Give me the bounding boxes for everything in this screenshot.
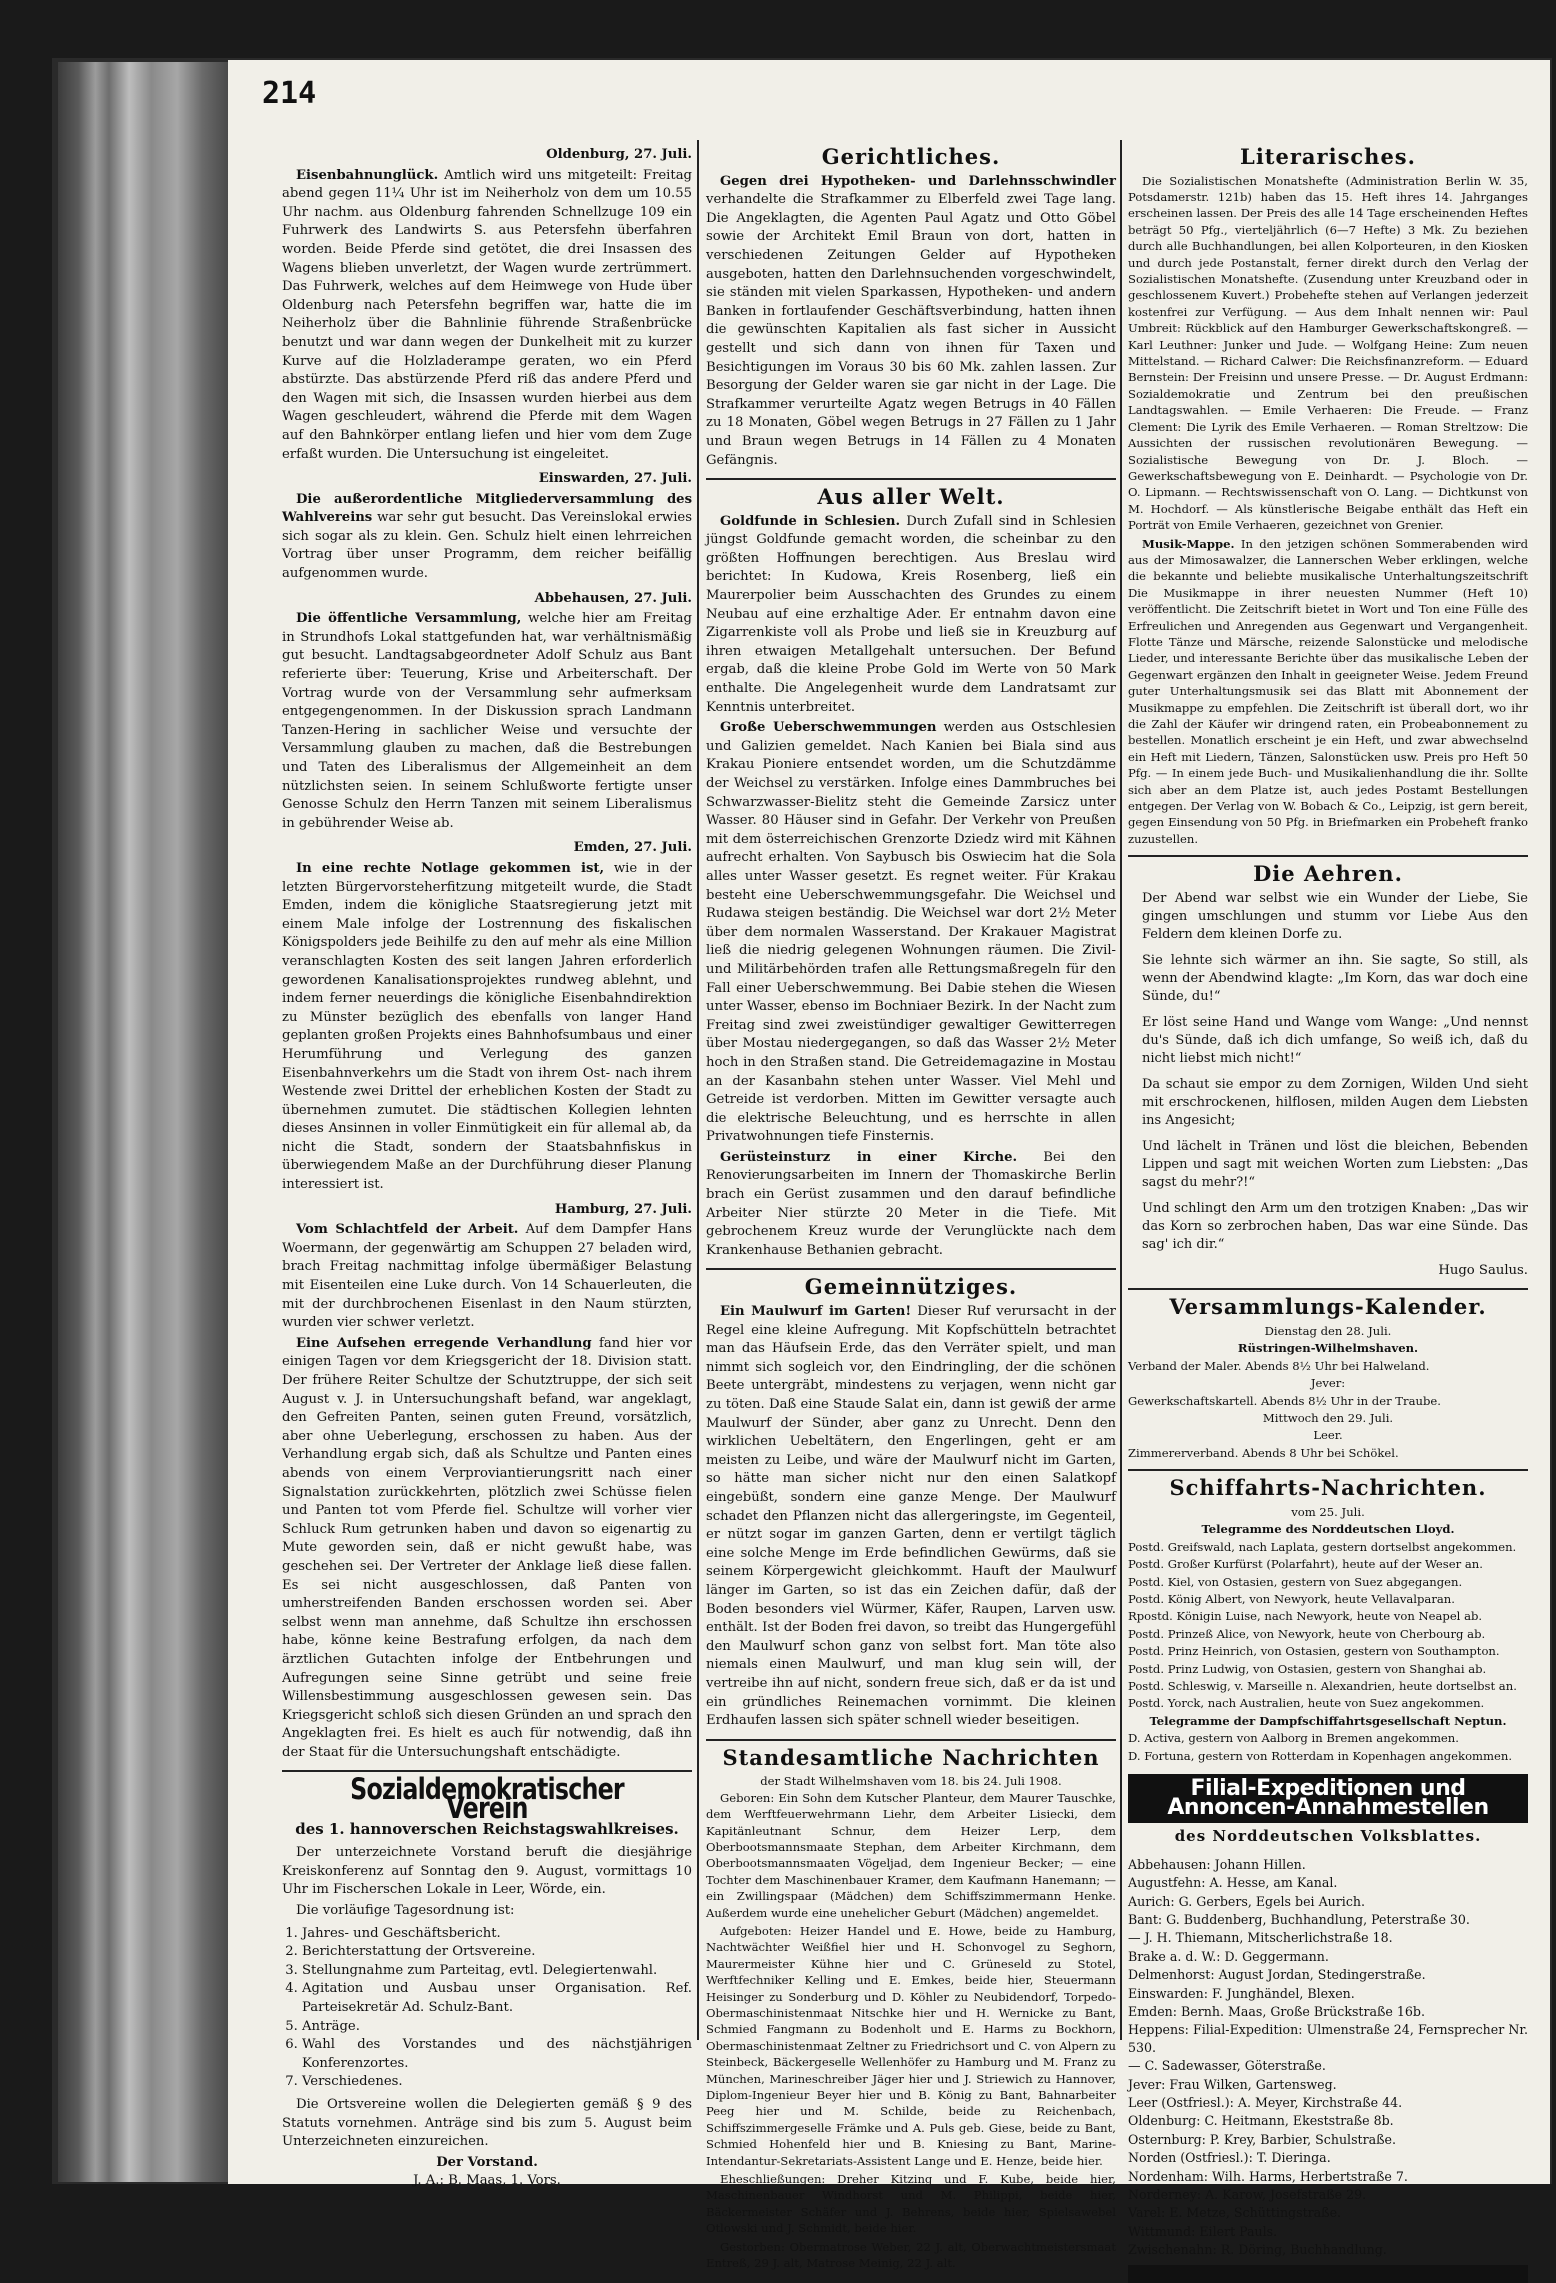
marriages-list: Eheschließungen: Dreher Kitzing und F. Kube, beide hier, Maschinenbauer Windhorst und M. Philippi, beide hier, Bäckermeister Schäfer und J. Behrens, beide hier, Spielsawebel Otlowski und J. Schmidt, beide hier. bbox=[706, 2172, 1116, 2236]
section-rule bbox=[1128, 1288, 1528, 1290]
article bbox=[282, 1221, 692, 1333]
section-title: Literarisches. bbox=[1240, 144, 1416, 169]
article bbox=[282, 167, 692, 465]
article bbox=[282, 860, 692, 1195]
shipping-subtitle: Telegramme des Norddeutschen Lloyd. bbox=[1201, 1522, 1455, 1537]
filial-entry: Aurich: G. Gerbers, Egels bei Aurich. bbox=[1128, 1893, 1365, 1909]
filial-entry: Nordenham: Wilh. Harms, Herbertstraße 7. bbox=[1128, 2168, 1408, 2184]
article-headline: Musik-Mappe. bbox=[1142, 536, 1235, 551]
article-body: welche hier am Freitag in Strundhofs Lokal stattgefunden hat, war verhältnismäßig gut besucht. Landtagsabgeordneter Adolf Schulz aus Bant referierte über: Teuerung, Krise und Arbeiterschaft. Der Vortrag wurde von der Versammlung sehr aufmerksam entgegengenommen. In der Diskussion sprach Landmann Tanzen-Hering in sachlicher Weise und versuchte der Versammlung glauben zu machen, daß die Bestrebungen und Taten des Liberalismus der Allgemeinheit an dem nützlichsten seien. In seinem Schlußworte fertigte unser Genosse Schulz den Herrn Tanzen mit seinem Liberalismus in gebührender Weise ab. bbox=[282, 611, 692, 831]
article bbox=[282, 1335, 692, 1763]
poem-stanza: Der Abend war selbst wie ein Wunder der Liebe, Sie gingen umschlungen und stumm vor Liebe Aus den Feldern dem kleinen Dorfe zu. bbox=[1142, 890, 1528, 942]
filial-entry: Leer (Ostfriesl.): A. Meyer, Kirchstraße 44. bbox=[1128, 2095, 1403, 2111]
article bbox=[282, 610, 692, 833]
calendar-list bbox=[1128, 1323, 1528, 1461]
calendar-line: Rüstringen-Wilhelmshaven. bbox=[1237, 1341, 1419, 1356]
article-body: war sehr gut besucht. Das Vereinslokal erwies sich sogar als zu klein. Gen. Schulz hielt einen lehrreichen Vortrag über unser Programm, dem reicher beifällig aufgenommen wurde. bbox=[282, 510, 692, 582]
article-body: Dieser Ruf verursacht in der Regel eine kleine Aufregung. Mit Kopfschütteln betrachtet man das Häufsein Erde, das den Verräter spielt, und man nimmt sich sogleich vor, den Eindringling, der die schönen Beete untergräbt, mindestens zu verjagen, wenn nicht gar zu töten. Daß eine Staude Salat ein, dann ist gewiß der arme Maulwurf der Sünder, aber ganz zu Unrecht. Denn den wirklichen Uebeltätern, den Engerlingen, geht er am meisten zu Leibe, und wäre der Maulwurf nicht im Garten, so hätte man sicher nicht nur den einen Salatkopf eingebüßt, sondern eine ganze Menge. Der Maulwurf schadet den Pflanzen nicht das allergeringste, im Gegenteil, er nützt sogar im ganzen Garten, denn er vertilgt täglich eine solche Menge im Erde befindlichen Gewürms, daß sie seinem Körpergewicht gleichkommt. Hauft der Maulwurf länger im Garten, so ist das ein Zeichen dafür, daß der Boden besonders viel Würmer, Käfer, Raupen, Larven usw. enthält. Ist der Boden frei davon, so treibt das Hungergefühl den Maulwurf schon ganz von selbst fort. Man töte also niemals einen Maulwurf, und man klug sein will, der vertreibe ihn auf nicht, sondern freue sich, daß er da ist und ein gründliches Reinemachen vornimmt. Die kleinen Erdhaufen lassen sich später schnell wieder beseitigen. bbox=[706, 1304, 1116, 1729]
article-headline: Ein Maulwurf im Garten! bbox=[720, 1304, 912, 1320]
filial-entry: Jever: Frau Wilken, Gartensweg. bbox=[1128, 2076, 1337, 2092]
section-rule bbox=[706, 1739, 1116, 1741]
ad-subtitle: des 1. hannoverschen Reichstagswahlkreises. bbox=[295, 1819, 679, 1838]
article-body: Durch Zufall sind in Schlesien jüngst Goldfunde gemacht worden, die scheinbar zu den größten Hoffnungen berechtigen. Aus Breslau wird berichtet: In Kudowa, Kreis Rosenberg, ließ ein Maurerpolier beim Ausschachten des Grundes zu einem Neubau auf eine erzhaltige Ader. Er entnahm davon eine Zigarrenkiste voll als Probe und ließ sie in Kreuzburg auf ihren etwaigen Metallgehalt untersuchen. Der Befund ergab, daß die kleine Probe Gold im Werte von 50 Mark enthalte. Die Angelegenheit wurde dem Landratsamt zur Kenntnis unterbreitet. bbox=[706, 513, 1117, 715]
filial-entry: Osternburg: P. Krey, Barbier, Schulstraße. bbox=[1128, 2131, 1397, 2147]
article-headline: Gerüsteinsturz in einer Kirche. bbox=[720, 1149, 1018, 1165]
agenda-item: 4. Agitation und Ausbau unser Organisation. Ref. Parteisekretär Ad. Schulz-Bant. bbox=[302, 1980, 692, 2017]
shipping-line: Postd. König Albert, von Newyork, heute Vellavalparan. bbox=[1128, 1591, 1455, 1606]
section-title: Gerichtliches. bbox=[821, 144, 1001, 169]
ad-note: Die Ortsvereine wollen die Delegierten gemäß § 9 des Statuts vornehmen. Anträge sind bis zum 5. August beim Unterzeichneten einzureichen. bbox=[282, 2096, 692, 2150]
article-headline: In eine rechte Notlage gekommen ist, bbox=[296, 860, 605, 876]
shipping-line: D. Activa, gestern von Aalborg in Bremen angekommen. bbox=[1128, 1731, 1459, 1746]
filial-entry: Zwischenahn: R. Döring, Buchhandlung. bbox=[1128, 2242, 1387, 2258]
section-title: Standesamtliche Nachrichten bbox=[722, 1744, 1100, 1770]
dateline: Hamburg, 27. Juli. bbox=[554, 1201, 692, 1217]
section-title: Schiffahrts-Nachrichten. bbox=[1169, 1475, 1487, 1501]
article-headline: Große Ueberschwemmungen bbox=[720, 720, 937, 736]
column-divider bbox=[1120, 140, 1122, 2040]
calendar-line: Zimmererverband. Abends 8 Uhr bei Schökel. bbox=[1128, 1445, 1399, 1460]
filial-list bbox=[1128, 1856, 1528, 2259]
article-body: Auf dem Dampfer Hans Woermann, der gegenwärtig am Schuppen 27 beladen wird, brach Freitag nachmittag infolge übermäßiger Belastung mit Eisenteilen eine Luke durch. Von 14 Schauerleuten, die mit der durchbrochenen Eisenlast in den Naum stürzten, wurden vier schwer verletzt. bbox=[282, 1222, 692, 1331]
filial-bottom-bar bbox=[1128, 2265, 1528, 2283]
column-divider bbox=[697, 140, 699, 2040]
shipping-line: Postd. Yorck, nach Australien, heute von Suez angekommen. bbox=[1128, 1696, 1485, 1711]
poem-stanza: Sie lehnte sich wärmer an ihn. Sie sagte, So still, als wenn der Abendwind klagte: „Im Korn, das war doch eine Sünde, du!“ bbox=[1142, 952, 1528, 1004]
filial-subtitle: des Norddeutschen Volksblattes. bbox=[1174, 1827, 1482, 1846]
section-subtitle: der Stadt Wilhelmshaven vom 18. bis 24. Juli 1908. bbox=[760, 1774, 1062, 1789]
article bbox=[706, 1149, 1116, 1261]
filial-entry: Abbehausen: Johann Hillen. bbox=[1128, 1856, 1306, 1872]
ad-signature-name: J. A.: B. Maas, 1. Vors. bbox=[413, 2173, 561, 2189]
calendar-line: Jever: bbox=[1310, 1376, 1346, 1391]
filial-entry: — J. H. Thiemann, Mitscherlichstraße 18. bbox=[1128, 1930, 1393, 1946]
article-body: wie in der letzten Bürgervorsteherfitzung mitgeteilt wurde, die Stadt Emden, indem die königliche Staatsregierung jetzt mit einem Male infolge der Lostrennung des fiskalischen Königspolders jede Beihilfe zu den auf mehr als eine Million veranschlagten Kosten des seit langen Jahren erforderlich gewordenen Kanalisationsprojektes rundweg ablehnt, und indem ferner neuerdings die königliche Eisenbahndirektion zu Münster bezüglich des ebenfalls von langer Hand geplanten großen Projekts eines Bahnhofsumbaus und einer Herumführung und Verlegung des ganzen Eisenbahnverkehrs um die Stadt von ihrem Ost- nach ihrem Westende zwei Drittel der erheblichen Kosten der Stadt zu übernehmen zumutet. Die städtischen Kollegien lehnten dieses Ansinnen in voller Einmütigkeit ein für allemal ab, da nicht die Stadt, sondern der Staatsbahnfiskus in überwiegendem Maße an der Durchführung dieser Planung interessiert ist. bbox=[282, 860, 692, 1193]
page-number: 214 bbox=[262, 76, 317, 111]
calendar-line: Dienstag den 28. Juli. bbox=[1264, 1324, 1392, 1339]
dateline: Abbehausen, 27. Juli. bbox=[534, 590, 692, 606]
section-rule bbox=[706, 478, 1116, 480]
article-headline: Vom Schlachtfeld der Arbeit. bbox=[296, 1222, 519, 1238]
dateline: Emden, 27. Juli. bbox=[573, 840, 692, 856]
section-rule bbox=[706, 1268, 1116, 1270]
shipping-date: vom 25. Juli. bbox=[1291, 1504, 1365, 1519]
shipping-line: Postd. Prinz Heinrich, von Ostasien, gestern von Southampton. bbox=[1128, 1644, 1500, 1659]
banns-list: Aufgeboten: Heizer Handel und E. Howe, beide zu Hamburg, Nachtwächter Weißfiel hier und H. Schonvogel zu Seghorn, Maurermeister Kühne hier und C. Grüneseld zu Stotel, Werftfechniker Kelling und E. Emkes, beide hier, Steuermann Heisinger zu Sonderburg und D. Köhler zu Neubidendorf, Torpedo-Obermaschinistenmaat Nitschke hier und H. Wernicke zu Bant, Schmied Fangmann zu Bodenholt und E. Harms zu Bockhorn, Obermaschinistenmaat Zeltner zu Friedrichsort und C. von Alpern zu Steinbeck, Bäckergeselle Wellenhöfer zu Hamburg und M. Franz zu München, Marineschreiber Jäger hier und J. Striewich zu Hannover, Diplom-Ingenieur Beyer hier und B. König zu Bant, Bahnarbeiter Peeg hier und M. Schilde, beide zu Reichenbach, Schiffszimmergeselle Främke und A. Puls geb. Giese, beide zu Bant, Schmied Hohenfeld hier und B. Kniesing zu Bant, Marine-Intendantur-Sekretariats-Assistent Lange und E. Henze, beide hier. bbox=[706, 1923, 1116, 2168]
column-3 bbox=[1128, 140, 1528, 2283]
article-body: Die Sozialistischen Monatshefte (Administration Berlin W. 35, Potsdamerstr. 121b) haben das 15. Heft ihres 14. Jahrganges erscheinen lassen. Der Preis des alle 14 Tage erscheinenden Heftes beträgt 50 Pfg., vierteljährlich (6—7 Hefte) 3 Mk. Zu beziehen durch alle Buchhandlungen, bei allen Kolporteuren, in den Kiosken und durch jede Postanstalt, ferner direkt durch den Verlag der Sozialistischen Monatshefte. (Zusendung unter Kreuzband oder in geschlossenem Kuvert.) Probehefte stehen auf Verlangen jederzeit kostenfrei zur Verfügung. — Aus dem Inhalt nennen wir: Paul Umbreit: Rückblick auf den Hamburger Gewerkschaftskongreß. — Karl Leuthner: Junker und Jude. — Wolfgang Heine: Zum neuen Mittelstand. — Richard Calwer: Die Reichsfinanzreform. — Eduard Bernstein: Der Freisinn und unsere Presse. — Dr. August Erdmann: Sozialdemokratie und Zentrum bei den preußischen Landtagswahlen. — Emile Verhaeren: Die Freude. — Franz Clement: Die Lyrik des Emile Verhaeren. — Roman Streltzow: Die Aussichten der russischen revolutionären Bewegung. — Sozialistische Bewegung von Dr. J. Bloch. — Gewerkschaftsbewegung von E. Deinhardt. — Psychologie von Dr. O. Lipmann. — Rechtswissenschaft von O. Lang. — Dichtkunst von M. Hochdorf. — Als künstlerische Beigabe enthält das Heft ein Porträt von Emile Verhaeren, gezeichnet von Grenier. bbox=[1128, 173, 1528, 533]
ad-text: Der unterzeichnete Vorstand beruft die diesjährige Kreiskonferenz auf Sonntag den 9. August, vormittags 10 Uhr im Fischerschen Lokale in Leer, Wörde, ein. bbox=[282, 1845, 692, 1898]
poem-stanza: Er löst seine Hand und Wange vom Wange: „Und nennst du's Sünde, daß ich dich umfange, So weiß ich, daß du nicht liebst mich nicht!“ bbox=[1142, 1014, 1528, 1066]
shipping-line: Postd. Schleswig, v. Marseille n. Alexandrien, heute dortselbst an. bbox=[1128, 1678, 1517, 1693]
column-1 bbox=[282, 140, 692, 2191]
article bbox=[1128, 536, 1528, 848]
section-title: Gemeinnütziges. bbox=[804, 1274, 1018, 1300]
section-rule bbox=[1128, 855, 1528, 857]
shipping-line: Postd. Prinzeß Alice, von Newyork, heute von Cherbourg ab. bbox=[1128, 1626, 1486, 1641]
agenda-item: 1. Jahres- und Geschäftsbericht. bbox=[302, 1925, 692, 1944]
dateline: Oldenburg, 27. Juli. bbox=[546, 147, 692, 162]
article-body: verhandelte die Strafkammer zu Elberfeld zwei Tage lang. Die Angeklagten, die Agenten Paul Agatz und Otto Göbel sowie der Architekt Emil Braun von dort, hatten in verschiedenen Zeitungen Gelder auf Hypotheken ausgeboten, hatten den Darlehnsuchenden vorgeschwindelt, sie ständen mit vielen Sparkassen, Hypotheken- und andern Banken in fortlaufender Geschäftsverbindung, hatten ihnen die gewünschten Kapitalien als fast sicher in Aussicht gestellt und sich dann von ihnen für Taxen und Besichtigungen im Voraus 30 bis 60 Mk. zahlen lassen. Zur Besorgung der Gelder waren sie gar nicht in der Lage. Die Strafkammer verurteilte Agatz wegen Betrugs in 40 Fällen zu 18 Monaten, Göbel wegen Betrugs in 27 Fällen zu 1 Jahr und Braun wegen Betrugs in 14 Fällen zu 4 Monaten Gefängnis. bbox=[706, 192, 1116, 468]
article-body: werden aus Ostschlesien und Galizien gemeldet. Nach Kanien bei Biala sind aus Krakau Pioniere entsendet worden, um die Schutzdämme der Weichsel zu verstärken. Infolge eines Dammbruches bei Schwarzwasser-Bielitz steht die Gemeinde Zarsicz unter Wasser. 80 Häuser sind in Gefahr. Der Verkehr von Preußen mit dem österreichischen Grenzorte Dziedz wird mit Kähnen aufrecht erhalten. Von Saybusch bis Oswiecim hat die Sola alles unter Wasser gesetzt. Es regnet weiter. Für Krakau besteht eine Ueberschwemmungsgefahr. Die Weichsel und Rudawa steigen beständig. Die Weichsel war dort 2½ Meter über dem normalen Wasserstand. Der Krakauer Magistrat ließ die niedrig gelegenen Wohnungen räumen. Die Zivil- und Militärbehörden trafen alle Rettungsmaßregeln für den Fall einer Ueberschwemmung. Bei Dabie stehen die Wiesen unter Wasser, ebenso im Bochniaer Bezirk. In der Nacht zum Freitag sind zwei zweistündiger gewaltiger Gewitterregen über Mostau niedergegangen, so daß das Wasser 2½ Meter hoch in den Straßen stand. Die Getreidemagazine in Mostau an der Kasanbahn stehen unter Wasser. Viel Mehl und Getreide ist verdorben. Mitten im Gewitter versagte auch die elektrische Beleuchtung, und es herrschte in allen Privatwohnungen tiefe Finsternis. bbox=[706, 720, 1116, 1145]
section-title: Versammlungs-Kalender. bbox=[1169, 1294, 1487, 1320]
article-body: fand hier vor einigen Tagen vor dem Kriegsgericht der 18. Division statt. Der frühere Reiter Schultze der Schutztruppe, der sich seit August v. J. in Untersuchungshaft befand, war angeklagt, den Gefreiten Panten, seinen guten Freund, vorsätzlich, aber ohne Ueberlegung, erschossen zu haben. Aus der Verhandlung ergab sich, daß als Schultze und Panten eines abends von einem Verproviantierungsritt nach einer Signalstation zurückkehrten, plötzlich zwei Schüsse fielen und Panten tot vom Pferde fiel. Schultze will vorher vier Schluck Rum getrunken haben und davon so eigenartig zu Mute geworden sein, daß er nicht gewußt habe, was geschehen sei. Der Vertreter der Anklage ließ diese fallen. Es sei nicht ausgeschlossen, daß Panten von umherstreifenden Banden erschossen worden sei. Aber selbst wenn man annehme, daß Schultze ihn erschossen habe, könne keine Bestrafung erfolgen, da nach dem ärztlichen Gutachten infolge der Entbehrungen und Aufregungen seine Sinne getrübt und seine freie Willensbestimmung ausgeschlossen gewesen sein. Das Kriegsgericht schloß sich diesen Gründen an und sprach den Angeklagten frei. Es hielt es auch für notwendig, daß ihn der Staat für die Untersuchungshaft entschädigte. bbox=[282, 1335, 692, 1760]
section-title: Aus aller Welt. bbox=[817, 484, 1005, 510]
filial-entry: Oldenburg: C. Heitmann, Ekeststraße 8b. bbox=[1128, 2113, 1394, 2129]
section-rule bbox=[1128, 1469, 1528, 1471]
filial-entry: Varel: E. Metze, Schüttingstraße. bbox=[1128, 2205, 1342, 2221]
deaths-list: Gestorben: Obermatrose Weber, 22 J. alt, Oberwachtmeistersmaat Entreß, 29 J. alt, Matrose Meinig, 22 J. alt. bbox=[706, 2239, 1116, 2271]
agenda-item: 5. Anträge. bbox=[302, 2018, 692, 2037]
calendar-line: Mittwoch den 29. Juli. bbox=[1262, 1411, 1394, 1426]
agenda-list bbox=[302, 1925, 692, 2092]
section-title: Die Aehren. bbox=[1253, 861, 1403, 887]
poem-stanza: Da schaut sie empor zu dem Zornigen, Wilden Und sieht mit erschrockenen, hilflosen, milden Augen dem Liebsten ins Angesicht; bbox=[1142, 1076, 1528, 1128]
shipping-line: D. Fortuna, gestern von Rotterdam in Kopenhagen angekommen. bbox=[1128, 1748, 1513, 1763]
agenda-item: 2. Berichterstattung der Ortsvereine. bbox=[302, 1943, 692, 1962]
filial-entry: Norden (Ostfriesl.): T. Dieringa. bbox=[1128, 2150, 1331, 2166]
article-headline: Die öffentliche Versammlung, bbox=[296, 611, 522, 627]
filial-entry: Bant: G. Buddenberg, Buchhandlung, Peterstraße 30. bbox=[1128, 1911, 1470, 1927]
ad-signature: Der Vorstand. bbox=[436, 2154, 538, 2170]
book-binding bbox=[58, 62, 228, 2182]
article-body: Amtlich wird uns mitgeteilt: Freitag abend gegen 11¼ Uhr ist im Neiherholz von dem um 10.55 Uhr nachm. aus Oldenburg fahrenden Schnellzuge 109 ein Fuhrwerk des Landwirts S. aus Petersfehn überfahren worden. Beide Pferde sind getötet, die drei Insassen des Wagens blieben unverletzt, der Wagen wurde zertrümmert. Das Fuhrwerk, welches auf dem Heimwege von Hude über Oldenburg nach Petersfehn begriffen war, hatte die im Neiherholz über die Bahnlinie führende Straßenbrücke benutzt und war dann wegen der Dunkelheit mit zu kurzer Kurve auf die Holzladerampe geraten, wo ein Pferd abstürzte. Das abstürzende Pferd riß das andere Pferd und den Wagen mit sich, die Insassen wurden hierbei aus dem Wagen geschleudert, während die Pferde mit dem Wagen auf den Bahnkörper entlang liefen und hier vom dem Zuge erfaßt wurden. Die Untersuchung ist eingeleitet. bbox=[282, 167, 693, 462]
filial-entry: — C. Sadewasser, Göterstraße. bbox=[1128, 2058, 1326, 2074]
agenda-intro: Die vorläufige Tagesordnung ist: bbox=[296, 1903, 515, 1919]
article-headline: Goldfunde in Schlesien. bbox=[720, 513, 901, 529]
filial-entry: Brake a. d. W.: D. Geggermann. bbox=[1128, 1948, 1329, 1964]
filial-entry: Delmenhorst: August Jordan, Stedingerstraße. bbox=[1128, 1967, 1426, 1983]
agenda-item: 7. Verschiedenes. bbox=[302, 2073, 692, 2092]
article bbox=[706, 173, 1116, 471]
filial-entry: Einswarden: F. Junghändel, Blexen. bbox=[1128, 1985, 1355, 2001]
article bbox=[706, 513, 1116, 718]
article bbox=[706, 1303, 1116, 1731]
calendar-line: Leer. bbox=[1313, 1428, 1343, 1443]
shipping-line: Postd. Prinz Ludwig, von Ostasien, gestern von Shanghai ab. bbox=[1128, 1661, 1487, 1676]
shipping-subtitle: Telegramme der Dampfschiffahrtsgesellschaft Neptun. bbox=[1149, 1713, 1507, 1728]
article-body: Bei den Renovierungsarbeiten im Innern der Thomaskirche Berlin brach ein Gerüst zusammen und den darauf befindliche Arbeiter Nier stürzte 20 Meter in die Tiefe. Mit gebrochenem Kreuz wurde der Verunglückte nach dem Krankenhause Bethanien gebracht. bbox=[706, 1149, 1116, 1258]
article-headline: Die außerordentliche Mitgliederversammlung des Wahlvereins bbox=[282, 491, 692, 526]
filial-banner: Filial-Expeditionen und Annoncen-Annahmestellen bbox=[1128, 1774, 1528, 1823]
article bbox=[706, 719, 1116, 1147]
filial-entry: Augustfehn: A. Hesse, am Kanal. bbox=[1128, 1875, 1338, 1891]
calendar-line: Gewerkschaftskartell. Abends 8½ Uhr in der Traube. bbox=[1128, 1393, 1441, 1408]
ad-title: Sozialdemokratischer Verein bbox=[350, 1772, 624, 1826]
shipping-line: Postd. Kiel, von Ostasien, gestern von Suez abgegangen. bbox=[1128, 1574, 1463, 1589]
dateline: Einswarden, 27. Juli. bbox=[538, 471, 692, 487]
article-headline: Gegen drei Hypotheken- und Darlehnsschwindler bbox=[720, 173, 1116, 189]
article bbox=[282, 491, 692, 584]
agenda-item: 6. Wahl des Vorstandes und des nächstjährigen Konferenzortes. bbox=[302, 2036, 692, 2073]
poem-stanza: Und schlingt den Arm um den trotzigen Knaben: „Das wir das Korn so zerbrochen haben, Das war eine Sünde. Das sag' ich dir.“ bbox=[1142, 1200, 1528, 1252]
article-body: In den jetzigen schönen Sommerabenden wird aus der Mimosawalzer, die Lannerschen Weber erklingen, welche die bekannte und beliebte musikalische Unterhaltungszeitschrift Die Musikmappe in ihrer neuesten Nummer (Heft 10) veröffentlicht. Die Zeitschrift bietet in Wort und Ton eine Fülle des Erfreulichen und Anregenden aus Gegenwart und Vergangenheit. Flotte Tänze und Märsche, reizende Salonstücke und melodische Lieder, und interessante Berichte über das musikalische Leben der Gegenwart ergänzen den Inhalt in geeigneter Weise. Jedem Freund guter Unterhaltungsmusik sei das Blatt mit Abonnement der Musikmappe zu empfehlen. Die Zeitschrift ist überall dort, wo ihr die Zahl der Käufer wir dringend raten, ein Probeabonnement zu bestellen. Monatlich erscheint je ein Heft, und zwar abwechselnd ein Heft mit Liedern, Tänzen, Salonstücken usw. Preis pro Heft 50 Pfg. — In einem jede Buch- und Musikalienhandlung die ihr. Sollte sich aber an dem Platze ist, auch jedes Postamt Bestellungen entgegen. Der Verlag von W. Bobach & Co., Leipzig, ist gern bereit, gegen Einsendung von 50 Pfg. in Briefmarken ein Probeheft franko zuzustellen. bbox=[1128, 536, 1528, 846]
shipping-line: Rpostd. Königin Luise, nach Newyork, heute von Neapel ab. bbox=[1128, 1609, 1483, 1624]
article-headline: Eine Aufsehen erregende Verhandlung bbox=[296, 1335, 592, 1351]
shipping-line: Postd. Greifswald, nach Laplata, gestern dortselbst angekommen. bbox=[1128, 1539, 1517, 1554]
filial-entry: Wittmund: Eilert Pauls. bbox=[1128, 2223, 1278, 2239]
shipping-line: Postd. Großer Kurfürst (Polarfahrt), heute auf der Weser an. bbox=[1128, 1557, 1483, 1572]
poem-author: Hugo Saulus. bbox=[1438, 1262, 1528, 1278]
filial-entry: Heppens: Filial-Expedition: Ulmenstraße 24, Fernsprecher Nr. 530. bbox=[1128, 2022, 1528, 2055]
article-headline: Eisenbahnunglück. bbox=[296, 167, 439, 183]
agenda-item: 3. Stellungnahme zum Parteitag, evtl. Delegiertenwahl. bbox=[302, 1962, 692, 1981]
shipping-list bbox=[1128, 1504, 1528, 1764]
births-list: Geboren: Ein Sohn dem Kutscher Planteur, dem Maurer Tauschke, dem Werftfeuerwehrmann Liehr, dem Arbeiter Lisiecki, dem Kapitänleutnant Schnur, dem Heizer Lerp, dem Oberbootsmannsmaate Stephan, dem Arbeiter Kirchmann, dem Oberbootsmannsmaaten Vögeljad, dem Ingenieur Becker; — eine Tochter dem Maschinenbauer Kramer, dem Kaufmann Hanemann; — ein Zwillingspaar (Mädchen) dem Schiffszimmermann Henke. Außerdem wurde eine unehelicher Geburt (Mädchen) angemeldet. bbox=[706, 1790, 1116, 1920]
column-2 bbox=[706, 140, 1116, 2273]
calendar-line: Verband der Maler. Abends 8½ Uhr bei Halweland. bbox=[1128, 1358, 1430, 1373]
filial-entry: Emden: Bernh. Maas, Große Brückstraße 16b. bbox=[1128, 2004, 1425, 2019]
filial-entry: Norderney: A. Karow, Josefstraße 29. bbox=[1128, 2187, 1367, 2203]
poem-stanza: Und lächelt in Tränen und löst die bleichen, Bebenden Lippen und sagt mit weichen Worten zum Liebsten: „Das sagst du mehr?!“ bbox=[1142, 1138, 1528, 1190]
